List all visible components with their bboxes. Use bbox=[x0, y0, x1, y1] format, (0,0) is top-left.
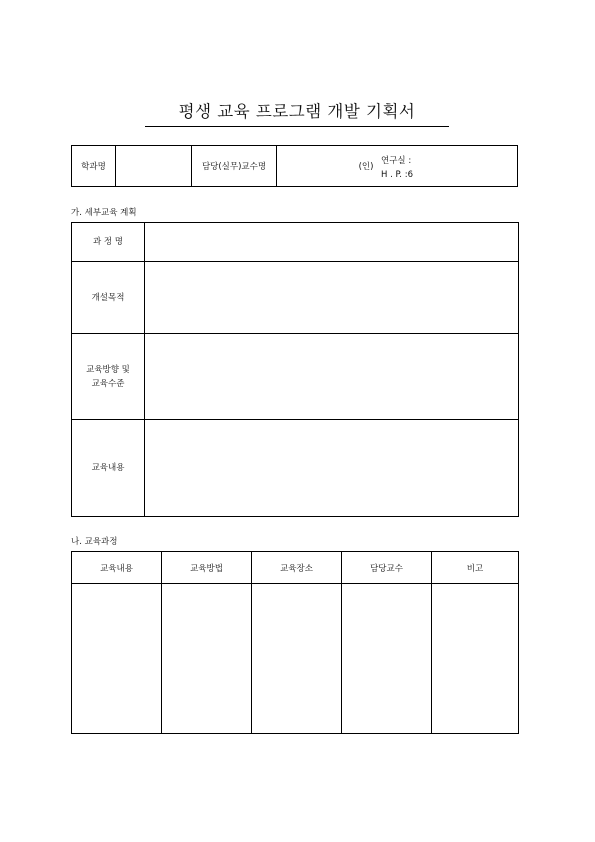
row-label-purpose: 개설목적 bbox=[91, 292, 125, 303]
column-header-content: 교육내용 bbox=[100, 563, 133, 574]
phone-label: H . P. :6 bbox=[381, 170, 413, 180]
office-label: 연구실 : bbox=[381, 156, 412, 166]
professor-label: 담당(실무)교수명 bbox=[201, 162, 267, 172]
curriculum-table bbox=[71, 551, 519, 734]
row-label-level: 교육수준 bbox=[91, 378, 125, 389]
column-header-method: 교육방법 bbox=[190, 563, 223, 574]
contact-info bbox=[381, 154, 413, 182]
dept-label: 학과명 bbox=[81, 162, 106, 172]
header-divider bbox=[72, 583, 518, 584]
seal-mark: (인) bbox=[358, 162, 374, 172]
detail-plan-table bbox=[71, 222, 519, 517]
label-column-divider bbox=[144, 223, 145, 516]
professor-value-field[interactable] bbox=[277, 146, 352, 186]
title-underline bbox=[145, 126, 449, 127]
header-info-table bbox=[71, 145, 518, 187]
column-header-place: 교육장소 bbox=[280, 563, 313, 574]
column-header-remarks: 비고 bbox=[466, 563, 484, 574]
row-label-direction-level bbox=[72, 334, 144, 419]
section-a-heading: 가. 세부교육 계획 bbox=[71, 208, 137, 218]
section-b-heading: 나. 교육과정 bbox=[71, 537, 118, 547]
row-label-content: 교육내용 bbox=[91, 463, 125, 473]
row-label-direction: 교육방향 및 bbox=[86, 364, 130, 375]
dept-value-field[interactable] bbox=[116, 146, 191, 186]
row-label-course-name: 과 정 명 bbox=[92, 237, 124, 247]
column-header-professor: 담당교수 bbox=[370, 563, 403, 574]
document-title: 평생 교육 프로그램 개발 기획서 bbox=[178, 102, 416, 121]
